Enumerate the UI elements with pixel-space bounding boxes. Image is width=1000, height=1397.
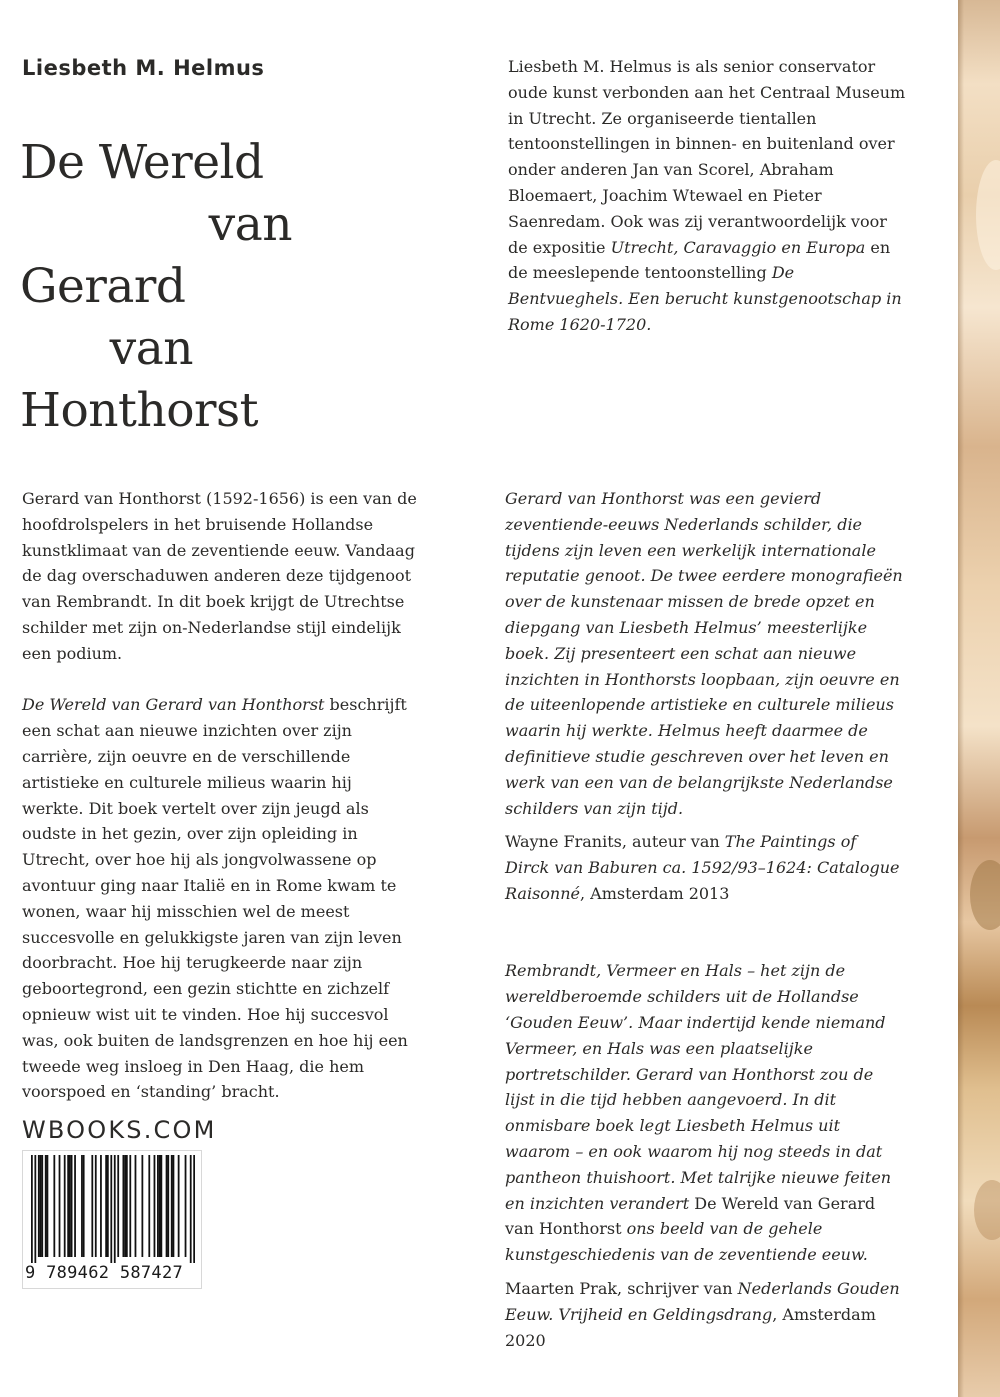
description-body-text: beschrijft een schat aan nieuwe inzichten over zijn carrière, zijn oeuvre en de verschillende artistieke en culturele milieus waarin hij werkte. Dit boek vertelt over zijn jeugd als oudste in het gezin, over zijn opleiding in Utrecht, over hoe hij als jongvolwassene op avontuur ging naar Italië en in Rome kwam te wonen, waar hij misschien wel de meest succesvolle en gelukkigste jaren van zijn leven doorbracht. Hoe hij terugkeerde naar zijn geboortegrond, een gezin stichtte en zichzelf opnieuw wist uit te vinden. Hoe hij succesvol was, ook buiten de landsgrenzen en hoe hij een tweede weg insloeg in Den Haag, die hem voorspoed en ‘standing’ bracht. bbox=[22, 695, 408, 1102]
bio-exhibition-title: De Bentvueghels. Een berucht kunstgenootschap in Rome 1620-1720. bbox=[508, 263, 902, 334]
review-quotes bbox=[505, 486, 905, 1353]
attribution-run: , Amsterdam 2013 bbox=[580, 883, 730, 903]
barcode-bar bbox=[126, 1155, 128, 1257]
title-line: De Wereld bbox=[20, 135, 264, 190]
barcode-bar bbox=[41, 1155, 43, 1257]
author-bio bbox=[508, 54, 908, 338]
barcode-bar bbox=[34, 1155, 36, 1263]
description-book-title: De Wereld van Gerard van Honthorst bbox=[22, 695, 325, 715]
title-line: Gerard bbox=[20, 259, 186, 314]
barcode-bar bbox=[157, 1155, 159, 1257]
barcode-bar bbox=[178, 1155, 180, 1257]
barcode-bar bbox=[148, 1155, 150, 1257]
barcode-bar bbox=[91, 1155, 93, 1257]
barcode-bar bbox=[141, 1155, 143, 1257]
isbn-barcode bbox=[22, 1150, 202, 1289]
barcode-bar bbox=[185, 1155, 187, 1257]
barcode-bar bbox=[129, 1155, 131, 1257]
author-name: Liesbeth M. Helmus bbox=[22, 56, 265, 80]
barcode-bar bbox=[122, 1155, 124, 1257]
barcode-bar bbox=[47, 1155, 49, 1257]
barcode-bar bbox=[117, 1155, 119, 1257]
bio-text: en de meeslepende tentoonstelling bbox=[508, 237, 891, 283]
barcode-bar bbox=[83, 1155, 85, 1257]
barcode-bar bbox=[159, 1155, 161, 1257]
barcode-bar bbox=[53, 1155, 55, 1257]
barcode-bar bbox=[160, 1155, 162, 1257]
title-line: Honthorst bbox=[20, 383, 258, 438]
title-line: van bbox=[208, 197, 292, 252]
book-description bbox=[22, 486, 418, 1105]
barcode-bar bbox=[59, 1155, 61, 1257]
barcode-bar bbox=[38, 1155, 40, 1257]
description-body bbox=[22, 692, 418, 1105]
quote-text-run: ons beeld van de gehele kunstgeschiedenis van de zeventiende eeuw. bbox=[505, 1219, 868, 1265]
barcode-bar bbox=[105, 1155, 107, 1257]
book-title bbox=[20, 132, 292, 442]
bio-text: Liesbeth M. Helmus is als senior conservator oude kunst verbonden aan het Centraal Museum in Utrecht. Ze organiseerde tientallen tentoonstellingen in binnen- en buitenland over onder anderen Jan van Scorel, Abraham Bloemaert, Joachim Wtewael en Pieter Saenredam. Ook was zij verantwoordelijk voor de expositie bbox=[508, 57, 906, 257]
description-intro: Gerard van Honthorst (1592-1656) is een van de hoofdrolspelers in het bruisende Hollandse kunstklimaat van de zeventiende eeuw. Vandaag de dag overschaduwen anderen deze tijdgenoot van Rembrandt. In dit boek krijgt de Utrechtse schilder met zijn on-Nederlandse stijl eindelijk een podium. bbox=[22, 489, 417, 663]
barcode-bars bbox=[31, 1155, 195, 1263]
quote-1-text bbox=[505, 486, 905, 821]
cover-painting-edge bbox=[958, 0, 1000, 1397]
barcode-bar bbox=[31, 1155, 33, 1263]
attribution-run: , Amsterdam 2020 bbox=[505, 1304, 876, 1350]
barcode-bar bbox=[166, 1155, 168, 1257]
quote-text-run: Rembrandt, Vermeer en Hals – het zijn de wereldberoemde schilders uit de Hollandse ‘Gouden Eeuw’. Maar indertijd kende niemand Vermeer, en Hals was een plaatselijke portretschilder. Gerard van Honthorst zou de lijst in die tijd hebben aangevoerd. In dit onmisbare boek legt Liesbeth Helmus uit waarom – en ook waarom hij nog steeds in dat pantheon thuishoort. Met talrijke nieuwe feiten en inzichten verandert bbox=[505, 961, 892, 1213]
title-line: van bbox=[109, 321, 193, 376]
barcode-bar bbox=[171, 1155, 173, 1257]
quote-2-attribution bbox=[505, 1276, 905, 1353]
bio-exhibition-title: Utrecht, Caravaggio en Europa bbox=[610, 237, 866, 257]
barcode-bar bbox=[45, 1155, 47, 1257]
quote-1-attribution bbox=[505, 829, 905, 906]
attribution-book-title: The Paintings of Dirck van Baburen ca. 1592/93–1624: Catalogue Raisonné bbox=[505, 832, 900, 903]
quote-book-title: De Wereld van Gerard van Honthorst bbox=[505, 1193, 876, 1239]
attribution-run: Wayne Franits, auteur van bbox=[505, 832, 725, 852]
barcode-bar bbox=[64, 1155, 66, 1257]
barcode-bar bbox=[114, 1155, 116, 1263]
attribution-book-title: Nederlands Gouden Eeuw. Vrijheid en Geldingsdrang bbox=[505, 1278, 900, 1324]
barcode-bar bbox=[190, 1155, 192, 1263]
barcode-bar bbox=[135, 1155, 137, 1257]
barcode-bar bbox=[124, 1155, 126, 1257]
barcode-bar bbox=[81, 1155, 83, 1257]
barcode-bar bbox=[69, 1155, 71, 1257]
barcode-bar bbox=[173, 1155, 175, 1257]
barcode-bar bbox=[74, 1155, 76, 1257]
barcode-bar bbox=[40, 1155, 42, 1257]
barcode-bar bbox=[95, 1155, 97, 1257]
quote-text-run: Gerard van Honthorst was een gevierd zeventiende-eeuws Nederlands schilder, die tijdens zijn leven een werkelijk internationale reputatie genoot. De twee eerdere monografieën over de kunstenaar missen de brede opzet en diepgang van Liesbeth Helmus’ meesterlijke boek. Zij presenteert een schat aan nieuwe inzichten in Honthorsts loopbaan, zijn oeuvre en de uiteenlopende artistieke en culturele milieus waarin hij werkte. Helmus heeft daarmee de definitieve studie geschreven over het leven en werk van een van de belangrijkste Nederlandse schilders van zijn tijd. bbox=[505, 489, 903, 818]
barcode-bar bbox=[193, 1155, 195, 1263]
barcode-bar bbox=[110, 1155, 112, 1263]
barcode-bar bbox=[167, 1155, 169, 1257]
quote-2-text bbox=[505, 958, 905, 1268]
isbn-number: 9 789462 587427 bbox=[25, 1263, 184, 1283]
barcode-bar bbox=[100, 1155, 102, 1257]
barcode-bar bbox=[71, 1155, 73, 1257]
barcode-bar bbox=[154, 1155, 156, 1257]
attribution-run: Maarten Prak, schrijver van bbox=[505, 1278, 738, 1298]
barcode-bar bbox=[107, 1155, 109, 1257]
barcode-bar bbox=[67, 1155, 69, 1257]
publisher-website: WBOOKS.COM bbox=[22, 1116, 217, 1144]
